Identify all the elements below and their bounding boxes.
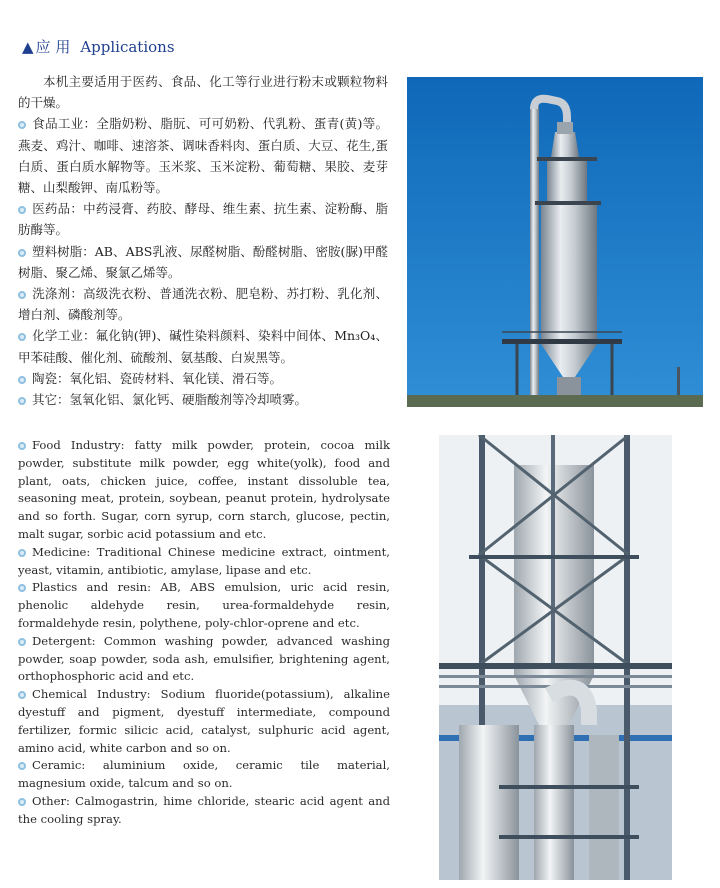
tower-illustration (407, 77, 703, 407)
bullet-icon (18, 638, 26, 646)
frame-illustration (439, 435, 672, 880)
list-item: 食品工业：全脂奶粉、脂朊、可可奶粉、代乳粉、蛋青(黄)等。燕麦、鸡汁、咖啡、速溶茶、调味香料肉、蛋白质、大豆、花生,蛋白质、蛋白质水解物等。玉米浆、玉米淀粉、葡萄糖、果胶、麦芽糖、山梨酸钾、南瓜粉等。 (18, 116, 388, 196)
chinese-applications-text (18, 71, 388, 410)
list-item: Food Industry: fatty milk powder, protein, cocoa milk powder, substitute milk powder, egg white(yolk), food and plant, oats, chicken juice, coffee, instant dissoluble tea, seasoning meat, protein, soybean, peanut protein, hydrolysate and so forth. Sugar, corn syrup, corn starch, glucose, pectin, malt sugar, sorbic acid potassium and etc. (18, 438, 390, 541)
spray-dryer-frame-photo (439, 435, 672, 880)
bullet-icon (18, 397, 26, 405)
list-item: 化学工业：氟化钠(钾)、碱性染料颜料、染料中间体、Mn₃O₄、甲苯硅酸、催化剂、硫酸剂、氨基酸、白炭黑等。 (18, 328, 388, 365)
bullet-icon (18, 442, 26, 450)
section-title-en: Applications (80, 38, 175, 56)
list-item: 其它：氢氧化铝、氯化钙、硬脂酸剂等冷却喷雾。 (18, 389, 388, 410)
english-applications-text (18, 437, 390, 829)
bullet-icon (18, 691, 26, 699)
list-item: 陶瓷：氧化铝、瓷砖材料、氧化镁、滑石等。 (18, 368, 388, 389)
list-item: Plastics and resin: AB, ABS emulsion, uric acid resin, phenolic aldehyde resin, urea-formaldehyde resin, formaldehyde resin, polythene, poly-chlor-oprene and etc. (18, 580, 390, 630)
section-title-zh: 应 用 (35, 38, 71, 56)
list-item: Detergent: Common washing powder, advanced washing powder, soap powder, soda ash, emulsifier, brightening agent, orthophosphoric acid and etc. (18, 633, 390, 684)
bullet-icon (18, 584, 26, 592)
intro-paragraph: 本机主要适用于医药、食品、化工等行业进行粉末或颗粒物料的干燥。 (18, 74, 388, 111)
list-item: 医药品：中药浸膏、药胶、酵母、维生素、抗生素、淀粉酶、脂肪酶等。 (18, 201, 388, 238)
bullet-icon (18, 376, 26, 384)
bullet-icon (18, 762, 26, 770)
bullet-icon (18, 549, 26, 557)
triangle-icon: ▲ (22, 38, 34, 56)
list-item: 塑料树脂：AB、ABS乳液、尿醛树脂、酚醛树脂、密胺(脲)甲醛树脂、聚乙烯、聚氯乙烯等。 (18, 243, 388, 280)
bullet-icon (18, 291, 26, 299)
bullet-icon (18, 798, 26, 806)
list-item: Ceramic: aluminium oxide, ceramic tile material, magnesium oxide, talcum and so on. (18, 758, 390, 791)
spray-dryer-tower-photo (407, 77, 703, 407)
bullet-icon (18, 249, 26, 257)
list-item: Medicine: Traditional Chinese medicine extract, ointment, yeast, vitamin, antibiotic, amylase, lipase and etc. (18, 544, 390, 577)
bullet-icon (18, 206, 26, 214)
list-item: Other: Calmogastrin, hime chloride, stearic acid agent and the cooling spray. (18, 793, 390, 826)
bullet-icon (18, 333, 26, 341)
section-header (22, 36, 175, 57)
list-item: Chemical Industry: Sodium fluoride(potassium), alkaline dyestuff and pigment, dyestuff intermediate, compound fertilizer, formic silicic acid, catalyst, sulphuric acid agent, amino acid, white carbon and so on. (18, 687, 390, 755)
list-item: 洗涤剂：高级洗衣粉、普通洗衣粉、肥皂粉、苏打粉、乳化剂、增白剂、磷酸剂等。 (18, 286, 388, 323)
bullet-icon (18, 121, 26, 129)
